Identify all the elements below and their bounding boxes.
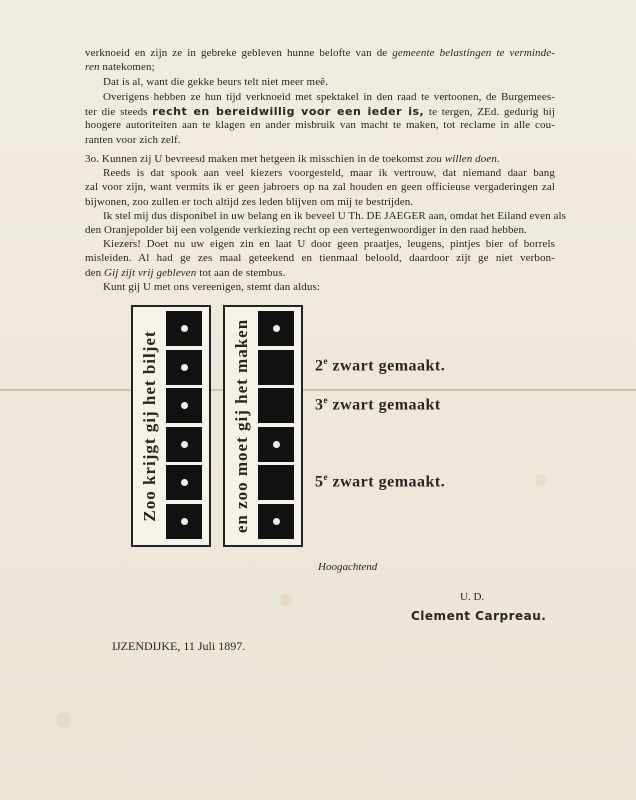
text-segment: te tergen, ZEd. gedurig bij (424, 106, 555, 118)
dot-icon (273, 325, 280, 332)
dot-icon (181, 479, 188, 486)
ballot-square-white-dot (258, 311, 294, 346)
ballot-square-blackened (258, 465, 294, 500)
text-line (85, 267, 555, 280)
text-segment: Reeds is dat spook aan veel kiezers voorgesteld, maar ik vertrouw, dat niemand daar bang (103, 167, 555, 179)
result-line: 5e zwart gemaakt. (315, 472, 446, 491)
dot-icon (181, 518, 188, 525)
ballot-square-white-dot (258, 504, 294, 539)
ballot-square-white-dot (166, 465, 202, 500)
text-segment: hoogere autoriteiten aan te klagen en ander misbruik van macht te maken, tot reclame in alle cou- (85, 119, 555, 131)
ballot-square-white-dot (166, 388, 202, 423)
text-segment: natekomen; (99, 61, 155, 73)
text-segment: Ik stel mij dus disponibel in uw belang en ik beveel U Th. DE JAEGER aan, omdat het Eiland even als (103, 210, 567, 222)
text-line (103, 91, 555, 104)
text-segment: misleiden. Al had ge zes maal geteekend en tienmaal beloold, daardoor zijt ge niet verbon- (85, 252, 555, 264)
text-segment: 3o. Kunnen zij U bevreesd maken met hetgeen ik misschien in de toekomst (85, 153, 427, 165)
ballot-example-received (131, 305, 211, 547)
text-segment: ter die steeds (85, 106, 153, 118)
text-line (85, 153, 555, 166)
text-segment: den (85, 267, 105, 279)
text-line (85, 134, 555, 147)
dot-icon (181, 402, 188, 409)
text-line (103, 76, 555, 89)
dot-icon (181, 325, 188, 332)
text-line (103, 210, 567, 223)
text-line (85, 196, 555, 209)
italic-text: ren (85, 61, 100, 73)
text-line (103, 281, 555, 294)
text-line (85, 61, 555, 74)
ballot-left-label: Zoo krijgt gij het biljet (140, 330, 159, 522)
ballot-square-white-dot (166, 350, 202, 385)
place-date: IJZENDIJKE, 11 Juli 1897. (112, 639, 246, 653)
ballot-square-white-dot (258, 427, 294, 462)
text-line (85, 105, 555, 119)
text-segment: tot aan de stembus. (196, 267, 286, 279)
text-segment: Overigens hebben ze hun tijd verknoeid met spektakel in den raad te vertoonen, de Burgemees- (103, 91, 555, 103)
text-line (103, 167, 555, 180)
signature: Clement Carpreau. (411, 609, 547, 623)
dot-icon (181, 441, 188, 448)
ballot-example-marked (223, 305, 303, 547)
closing: Hoogachtend (318, 561, 378, 573)
ud: U. D. (460, 591, 485, 603)
paper-fold (0, 389, 636, 391)
text-segment: Dat is al, want die gekke beurs telt niet meer meê. (103, 76, 329, 88)
dot-icon (273, 441, 280, 448)
text-line (103, 238, 555, 251)
dot-icon (273, 518, 280, 525)
ballot-right-label: en zoo moet gij het maken (232, 318, 251, 534)
ballot-square-white-dot (166, 504, 202, 539)
text-line (85, 224, 555, 237)
dot-icon (181, 364, 188, 371)
ballot-square-blackened (258, 388, 294, 423)
result-line: 2e zwart gemaakt. (315, 356, 446, 375)
italic-text: gemeente belastingen te verminde- (392, 47, 555, 59)
bold-text: recht en bereidwillig voor een ieder is, (152, 105, 425, 118)
text-segment: ranten voor zich zelf. (85, 134, 181, 146)
text-segment: Kunt gij U met ons vereenigen, stemt dan aldus: (103, 281, 321, 293)
ballot-square-blackened (258, 350, 294, 385)
text-line (85, 47, 555, 60)
italic-text: Gij zijt vrij gebleven (104, 267, 197, 279)
text-segment: den Oranjepolder bij een volgende verkiezing recht op een vertegenwoordiger in den raad hebben. (85, 224, 527, 236)
italic-text: zou willen doen. (426, 153, 500, 165)
text-line (85, 181, 555, 194)
ballot-square-white-dot (166, 311, 202, 346)
text-segment: Kiezers! Doet nu uw eigen zin en laat U door geen praatjes, leugens, pintjes bier of borrels (103, 238, 555, 250)
text-segment: verknoeid en zijn ze in gebreke gebleven hunne belofte van de (85, 47, 393, 59)
text-segment: zal voor zijn, want vermits ik er geen jabroers op na zal houden en geen officieuse vergaderingen zal (85, 181, 555, 193)
text-line (85, 119, 555, 132)
result-line: 3e zwart gemaakt (315, 395, 441, 414)
ballot-square-white-dot (166, 427, 202, 462)
text-segment: bijwonen, zoo zullen er toch altijd zes leden blijven om mij te bestrijden. (85, 196, 414, 208)
text-line (85, 252, 555, 265)
